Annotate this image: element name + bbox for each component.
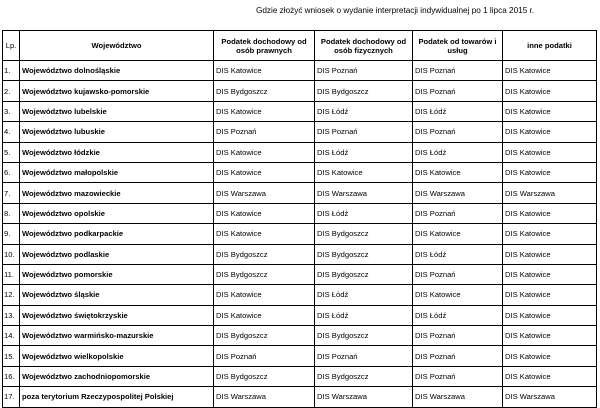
- cell-podatek-osob-fizycznych: DIS Bydgoszcz: [315, 81, 413, 101]
- cell-podatek-osob-fizycznych: DIS Warszawa: [315, 387, 413, 407]
- cell-podatek-osob-prawnych: DIS Katowice: [214, 61, 315, 81]
- header-inne-podatki: inne podatki: [503, 31, 597, 61]
- header-podatek-osob-prawnych: Podatek dochodowy od osób prawnych: [214, 31, 315, 61]
- table-row: [3, 183, 597, 203]
- cell-lp: 8.: [3, 203, 20, 223]
- header-podatek-osob-fizycznych: Podatek dochodowy od osób fizycznych: [315, 31, 413, 61]
- table-row: [3, 366, 597, 386]
- cell-podatek-osob-fizycznych: DIS Bydgoszcz: [315, 224, 413, 244]
- cell-podatek-osob-fizycznych: DIS Łódź: [315, 305, 413, 325]
- cell-inne-podatki: DIS Katowice: [503, 81, 597, 101]
- cell-inne-podatki: DIS Warszawa: [503, 183, 597, 203]
- cell-podatek-osob-prawnych: DIS Katowice: [214, 305, 315, 325]
- cell-podatek-osob-prawnych: DIS Warszawa: [214, 183, 315, 203]
- cell-lp: 12.: [3, 285, 20, 305]
- table-row: [3, 101, 597, 121]
- cell-podatek-vat: DIS Warszawa: [413, 183, 503, 203]
- cell-wojewodztwo: Województwo pomorskie: [20, 264, 214, 284]
- table-row: [3, 285, 597, 305]
- cell-podatek-vat: DIS Poznań: [413, 61, 503, 81]
- cell-podatek-vat: DIS Poznań: [413, 326, 503, 346]
- cell-lp: 13.: [3, 305, 20, 325]
- cell-lp: 11.: [3, 264, 20, 284]
- cell-lp: 2.: [3, 81, 20, 101]
- header-podatek-vat: Podatek od towarów i usług: [413, 31, 503, 61]
- cell-inne-podatki: DIS Katowice: [503, 264, 597, 284]
- cell-wojewodztwo: poza terytorium Rzeczypospolitej Polskiej: [20, 387, 214, 407]
- cell-podatek-osob-prawnych: DIS Warszawa: [214, 387, 315, 407]
- cell-podatek-osob-prawnych: DIS Poznań: [214, 346, 315, 366]
- table-row: [3, 142, 597, 162]
- cell-podatek-vat: DIS Katowice: [413, 162, 503, 182]
- cell-podatek-vat: DIS Poznań: [413, 122, 503, 142]
- cell-wojewodztwo: Województwo dolnośląskie: [20, 61, 214, 81]
- cell-lp: 7.: [3, 183, 20, 203]
- cell-podatek-osob-fizycznych: DIS Łódź: [315, 101, 413, 121]
- cell-inne-podatki: DIS Katowice: [503, 203, 597, 223]
- cell-inne-podatki: DIS Katowice: [503, 305, 597, 325]
- cell-podatek-vat: DIS Warszawa: [413, 387, 503, 407]
- cell-podatek-osob-prawnych: DIS Katowice: [214, 203, 315, 223]
- cell-podatek-vat: DIS Poznań: [413, 366, 503, 386]
- cell-podatek-osob-prawnych: DIS Bydgoszcz: [214, 326, 315, 346]
- cell-wojewodztwo: Województwo podkarpackie: [20, 224, 214, 244]
- cell-inne-podatki: DIS Katowice: [503, 162, 597, 182]
- cell-wojewodztwo: Województwo łódzkie: [20, 142, 214, 162]
- cell-wojewodztwo: Województwo wielkopolskie: [20, 346, 214, 366]
- table-row: [3, 203, 597, 223]
- cell-wojewodztwo: Województwo świętokrzyskie: [20, 305, 214, 325]
- cell-lp: 14.: [3, 326, 20, 346]
- table-row: [3, 224, 597, 244]
- cell-lp: 5.: [3, 142, 20, 162]
- cell-lp: 6.: [3, 162, 20, 182]
- cell-podatek-osob-prawnych: DIS Bydgoszcz: [214, 264, 315, 284]
- cell-inne-podatki: DIS Warszawa: [503, 387, 597, 407]
- cell-inne-podatki: DIS Katowice: [503, 61, 597, 81]
- cell-podatek-vat: DIS Poznań: [413, 264, 503, 284]
- cell-podatek-osob-fizycznych: DIS Łódź: [315, 285, 413, 305]
- header-row: [3, 31, 597, 61]
- table-caption: Gdzie złożyć wniosek o wydanie interpretacji indywidualnej po 1 lipca 2015 r.: [256, 6, 535, 15]
- cell-podatek-osob-prawnych: DIS Katowice: [214, 285, 315, 305]
- cell-lp: 1.: [3, 61, 20, 81]
- cell-podatek-vat: DIS Katowice: [413, 285, 503, 305]
- cell-inne-podatki: DIS Katowice: [503, 142, 597, 162]
- cell-lp: 15.: [3, 346, 20, 366]
- cell-podatek-vat: DIS Poznań: [413, 81, 503, 101]
- cell-podatek-osob-fizycznych: DIS Warszawa: [315, 183, 413, 203]
- cell-podatek-vat: DIS Poznań: [413, 346, 503, 366]
- header-wojewodztwo: Województwo: [20, 31, 214, 61]
- table-row: [3, 264, 597, 284]
- cell-wojewodztwo: Województwo warmińsko-mazurskie: [20, 326, 214, 346]
- cell-podatek-vat: DIS Katowice: [413, 224, 503, 244]
- cell-wojewodztwo: Województwo opolskie: [20, 203, 214, 223]
- cell-podatek-vat: DIS Łódź: [413, 305, 503, 325]
- cell-podatek-osob-prawnych: DIS Bydgoszcz: [214, 244, 315, 264]
- cell-inne-podatki: DIS Katowice: [503, 285, 597, 305]
- cell-lp: 4.: [3, 122, 20, 142]
- cell-podatek-osob-prawnych: DIS Katowice: [214, 224, 315, 244]
- cell-podatek-osob-fizycznych: DIS Łódź: [315, 203, 413, 223]
- cell-inne-podatki: DIS Katowice: [503, 244, 597, 264]
- cell-inne-podatki: DIS Katowice: [503, 326, 597, 346]
- cell-lp: 3.: [3, 101, 20, 121]
- cell-inne-podatki: DIS Katowice: [503, 366, 597, 386]
- cell-inne-podatki: DIS Katowice: [503, 122, 597, 142]
- cell-wojewodztwo: Województwo kujawsko-pomorskie: [20, 81, 214, 101]
- cell-podatek-osob-prawnych: DIS Katowice: [214, 142, 315, 162]
- table-row: [3, 81, 597, 101]
- cell-wojewodztwo: Województwo podlaskie: [20, 244, 214, 264]
- cell-podatek-vat: DIS Łódź: [413, 101, 503, 121]
- cell-lp: 9.: [3, 224, 20, 244]
- cell-lp: 17.: [3, 387, 20, 407]
- cell-podatek-osob-prawnych: DIS Poznań: [214, 122, 315, 142]
- table-row: [3, 305, 597, 325]
- tax-office-table: [2, 30, 597, 408]
- cell-inne-podatki: DIS Katowice: [503, 101, 597, 121]
- cell-podatek-osob-prawnych: DIS Katowice: [214, 162, 315, 182]
- cell-podatek-osob-fizycznych: DIS Poznań: [315, 122, 413, 142]
- cell-wojewodztwo: Województwo lubuskie: [20, 122, 214, 142]
- cell-podatek-vat: DIS Łódź: [413, 142, 503, 162]
- table-row: [3, 387, 597, 407]
- table-row: [3, 326, 597, 346]
- cell-wojewodztwo: Województwo lubelskie: [20, 101, 214, 121]
- cell-podatek-osob-fizycznych: DIS Poznań: [315, 346, 413, 366]
- cell-podatek-osob-prawnych: DIS Katowice: [214, 101, 315, 121]
- table-row: [3, 346, 597, 366]
- table-row: [3, 122, 597, 142]
- table-row: [3, 162, 597, 182]
- cell-inne-podatki: DIS Katowice: [503, 224, 597, 244]
- cell-wojewodztwo: Województwo zachodniopomorskie: [20, 366, 214, 386]
- cell-lp: 16.: [3, 366, 20, 386]
- table-row: [3, 244, 597, 264]
- cell-podatek-vat: DIS Poznań: [413, 203, 503, 223]
- cell-podatek-osob-fizycznych: DIS Bydgoszcz: [315, 366, 413, 386]
- cell-wojewodztwo: Województwo śląskie: [20, 285, 214, 305]
- header-lp: Lp.: [3, 31, 20, 61]
- cell-podatek-osob-fizycznych: DIS Bydgoszcz: [315, 264, 413, 284]
- cell-podatek-osob-fizycznych: DIS Łódź: [315, 142, 413, 162]
- cell-wojewodztwo: Województwo małopolskie: [20, 162, 214, 182]
- cell-podatek-osob-prawnych: DIS Bydgoszcz: [214, 366, 315, 386]
- cell-podatek-vat: DIS Łódź: [413, 244, 503, 264]
- cell-podatek-osob-prawnych: DIS Bydgoszcz: [214, 81, 315, 101]
- cell-podatek-osob-fizycznych: DIS Katowice: [315, 162, 413, 182]
- cell-inne-podatki: DIS Katowice: [503, 346, 597, 366]
- cell-lp: 10.: [3, 244, 20, 264]
- cell-podatek-osob-fizycznych: DIS Bydgoszcz: [315, 326, 413, 346]
- table-row: [3, 61, 597, 81]
- cell-podatek-osob-fizycznych: DIS Bydgoszcz: [315, 244, 413, 264]
- cell-wojewodztwo: Województwo mazowieckie: [20, 183, 214, 203]
- cell-podatek-osob-fizycznych: DIS Poznań: [315, 61, 413, 81]
